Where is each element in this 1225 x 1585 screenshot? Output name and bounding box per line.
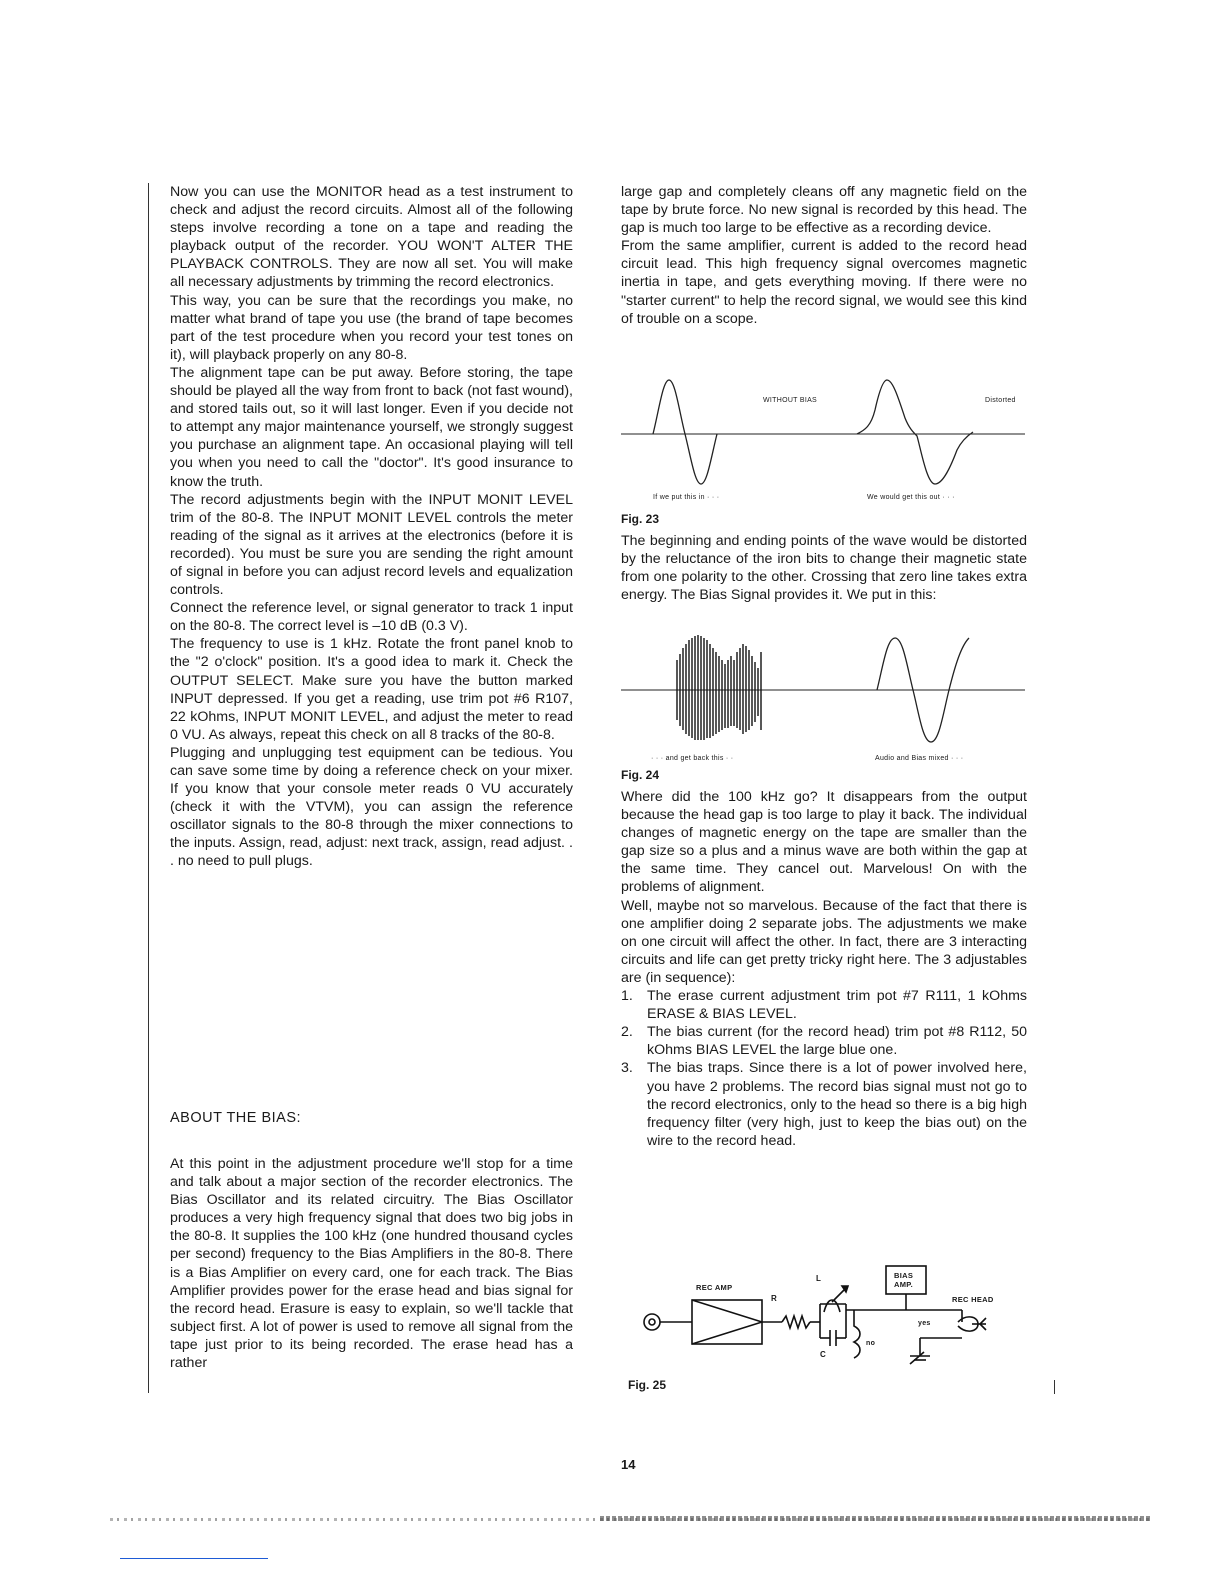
list-text: The bias current (for the record head) trim pot #8 R112, 50 kOhms BIAS LEVEL the large blue one. xyxy=(647,1024,1027,1059)
right-column-3 xyxy=(621,788,1027,1150)
label-bias-amp-2: AMP. xyxy=(894,1280,913,1289)
label-rec-amp: REC AMP xyxy=(696,1283,733,1292)
paragraph: Now you can use the MONITOR head as a test instrument to check and adjust the record circuits. Almost all of the following steps involve recording a tone on a tape and reading the playback output of the recorder. YOU WON'T ALTER THE PLAYBACK CONTROLS. They are now all set. You will make all necessary adjustments by trimming the record electronics. xyxy=(170,184,573,291)
figure-caption: Fig. 23 xyxy=(621,512,660,526)
section-heading: ABOUT THE BIAS: xyxy=(170,1110,302,1126)
paragraph: This way, you can be sure that the recordings you make, no matter what brand of tape you use (the brand of tape becomes part of the test procedure when you record your test tones on it), will playback properly on any 80-8. xyxy=(170,292,573,363)
label-get-out: We would get this out · · · xyxy=(867,494,955,501)
list-item xyxy=(621,1059,1027,1149)
label-no: no xyxy=(866,1340,876,1347)
paragraph: At this point in the adjustment procedure we'll stop for a time and talk about a major section of the recorder electronics. The Bias Oscillator and its related circuitry. The Bias Oscillator produces a very high frequency signal that does two big jobs in the 80-8. It supplies the 100 kHz (one hundred thousand cycles per second) frequency to the Bias Amplifiers in the 80-8. There is a Bias Amplifier on every card, one for each track. The Bias Amplifier provides power for the erase head and bias signal for the record head. Erasure is easy to explain, so we'll tackle that subject first. A lot of power is used to remove all signal from the tape just prior to its being recorded. The erase head has a rather xyxy=(170,1156,573,1372)
underline-artifact xyxy=(120,1558,268,1559)
waveform-without-bias-diagram xyxy=(621,370,1031,510)
label-mixed: Audio and Bias mixed · · · xyxy=(875,755,964,762)
left-column-bias xyxy=(170,1155,573,1372)
list-number: 2. xyxy=(621,1024,633,1041)
figure-caption: Fig. 25 xyxy=(628,1378,667,1392)
list-number: 3. xyxy=(621,1060,633,1077)
left-column xyxy=(170,183,573,871)
paragraph: Connect the reference level, or signal generator to track 1 input on the 80-8. The correct level is –10 dB (0.3 V). xyxy=(170,600,573,635)
paragraph: Plugging and unplugging test equipment can be tedious. You can save some time by doing a reference check on your mixer. If you know that your console meter reads 0 VU accurately (check it with the VTVM), you can assign the reference oscillator signals to the 80-8 through the mixer connections to the inputs. Assign, read, adjust: next track, assign, read adjust. . . no need to pull plugs. xyxy=(170,744,573,870)
label-bias-amp-1: BIAS xyxy=(894,1271,914,1280)
label-get-back: · · · and get back this · · xyxy=(651,755,734,762)
label-rec-head: REC HEAD xyxy=(952,1295,994,1304)
label-capacitor: C xyxy=(820,1350,827,1359)
figure-23 xyxy=(621,370,1031,510)
label-yes: yes xyxy=(918,1320,931,1327)
bias-circuit-diagram xyxy=(640,1260,1020,1372)
label-put-in: If we put this in · · · xyxy=(653,494,720,501)
paragraph: Well, maybe not so marvelous. Because of the fact that there is one amplifier doing 2 separate jobs. The adjustments we make on one circuit will affect the other. In fact, there are 3 interacting circuits and life can get pretty tricky right here. The 3 adjustables are (in sequence): xyxy=(621,897,1027,986)
label-inductor: L xyxy=(816,1274,822,1283)
scan-artifact xyxy=(600,1516,1150,1521)
page-margin-line xyxy=(148,183,149,1393)
list-text: The erase current adjustment trim pot #7 R111, 1 kOhms ERASE & BIAS LEVEL. xyxy=(647,988,1027,1023)
paragraph: The alignment tape can be put away. Before storing, the tape should be played all the way from front to back (not fast wound), and stored tails out, so it will last longer. Even if you decide not to attempt any major maintenance yourself, we strongly suggest you purchase an alignment tape. An occasional playing will tell you when you need to call the "doctor". It's good insurance to know the truth. xyxy=(170,364,573,490)
paragraph: The record adjustments begin with the INPUT MONIT LEVEL trim of the 80-8. The INPUT MONIT LEVEL controls the meter reading of the signal as it arrives at the electronics (before it is recorded). You must be sure you are sending the right amount of signal in before you can adjust record levels and equalization controls. xyxy=(170,491,573,599)
page-number: 14 xyxy=(621,1457,636,1472)
paragraph: Where did the 100 kHz go? It disappears from the output because the head gap is too large to play it back. The individual changes of magnetic energy on the tape are smaller than the gap size so a plus and a minus wave are both within the gap at the same time. They cancel out. Marvelous! On with the problems of alignment. xyxy=(621,789,1027,896)
list-text: The bias traps. Since there is a lot of power involved here, you have 2 problems. The record bias signal must not go to the record electronics, only to the head so there is a big high frequency filter (very high, just to keep the bias out) on the wire to the record head. xyxy=(647,1060,1027,1149)
figure-24 xyxy=(621,630,1031,766)
paragraph: large gap and completely cleans off any magnetic field on the tape by brute force. No new signal is recorded by this head. The gap is much too large to be effective as a recording device. xyxy=(621,184,1027,237)
right-column xyxy=(621,183,1027,328)
paragraph: From the same amplifier, current is added to the record head circuit lead. This high frequency signal overcomes magnetic inertia in tape, and gets everything moving. If there were no "starter current" to help the record signal, we would see this kind of trouble on a scope. xyxy=(621,238,1027,327)
list-number: 1. xyxy=(621,988,633,1005)
figure-25 xyxy=(640,1260,1020,1372)
label-resistor: R xyxy=(771,1294,778,1303)
page-margin-line-right xyxy=(1054,1380,1055,1394)
list-item xyxy=(621,1023,1027,1059)
figure-caption: Fig. 24 xyxy=(621,768,660,782)
label-without-bias: WITHOUT BIAS xyxy=(763,397,818,404)
list-item xyxy=(621,987,1027,1023)
paragraph: The beginning and ending points of the wave would be distorted by the reluctance of the iron bits to change their magnetic state from one polarity to the other. Crossing that zero line takes extra energy. The Bias Signal provides it. We put in this: xyxy=(621,533,1027,604)
right-column-2 xyxy=(621,532,1027,604)
label-distorted: Distorted xyxy=(985,397,1016,404)
adjustables-list xyxy=(621,987,1027,1150)
waveform-with-bias-diagram xyxy=(621,630,1031,766)
paragraph: The frequency to use is 1 kHz. Rotate the front panel knob to the "2 o'clock" position. It's a good idea to mark it. Check the OUTPUT SELECT. Make sure you have the button marked INPUT depressed. If you get a reading, use trim pot #6 R107, 22 kOhms, INPUT MONIT LEVEL, and adjust the meter to read 0 VU. As always, repeat this check on all 8 tracks of the 80-8. xyxy=(170,636,573,743)
